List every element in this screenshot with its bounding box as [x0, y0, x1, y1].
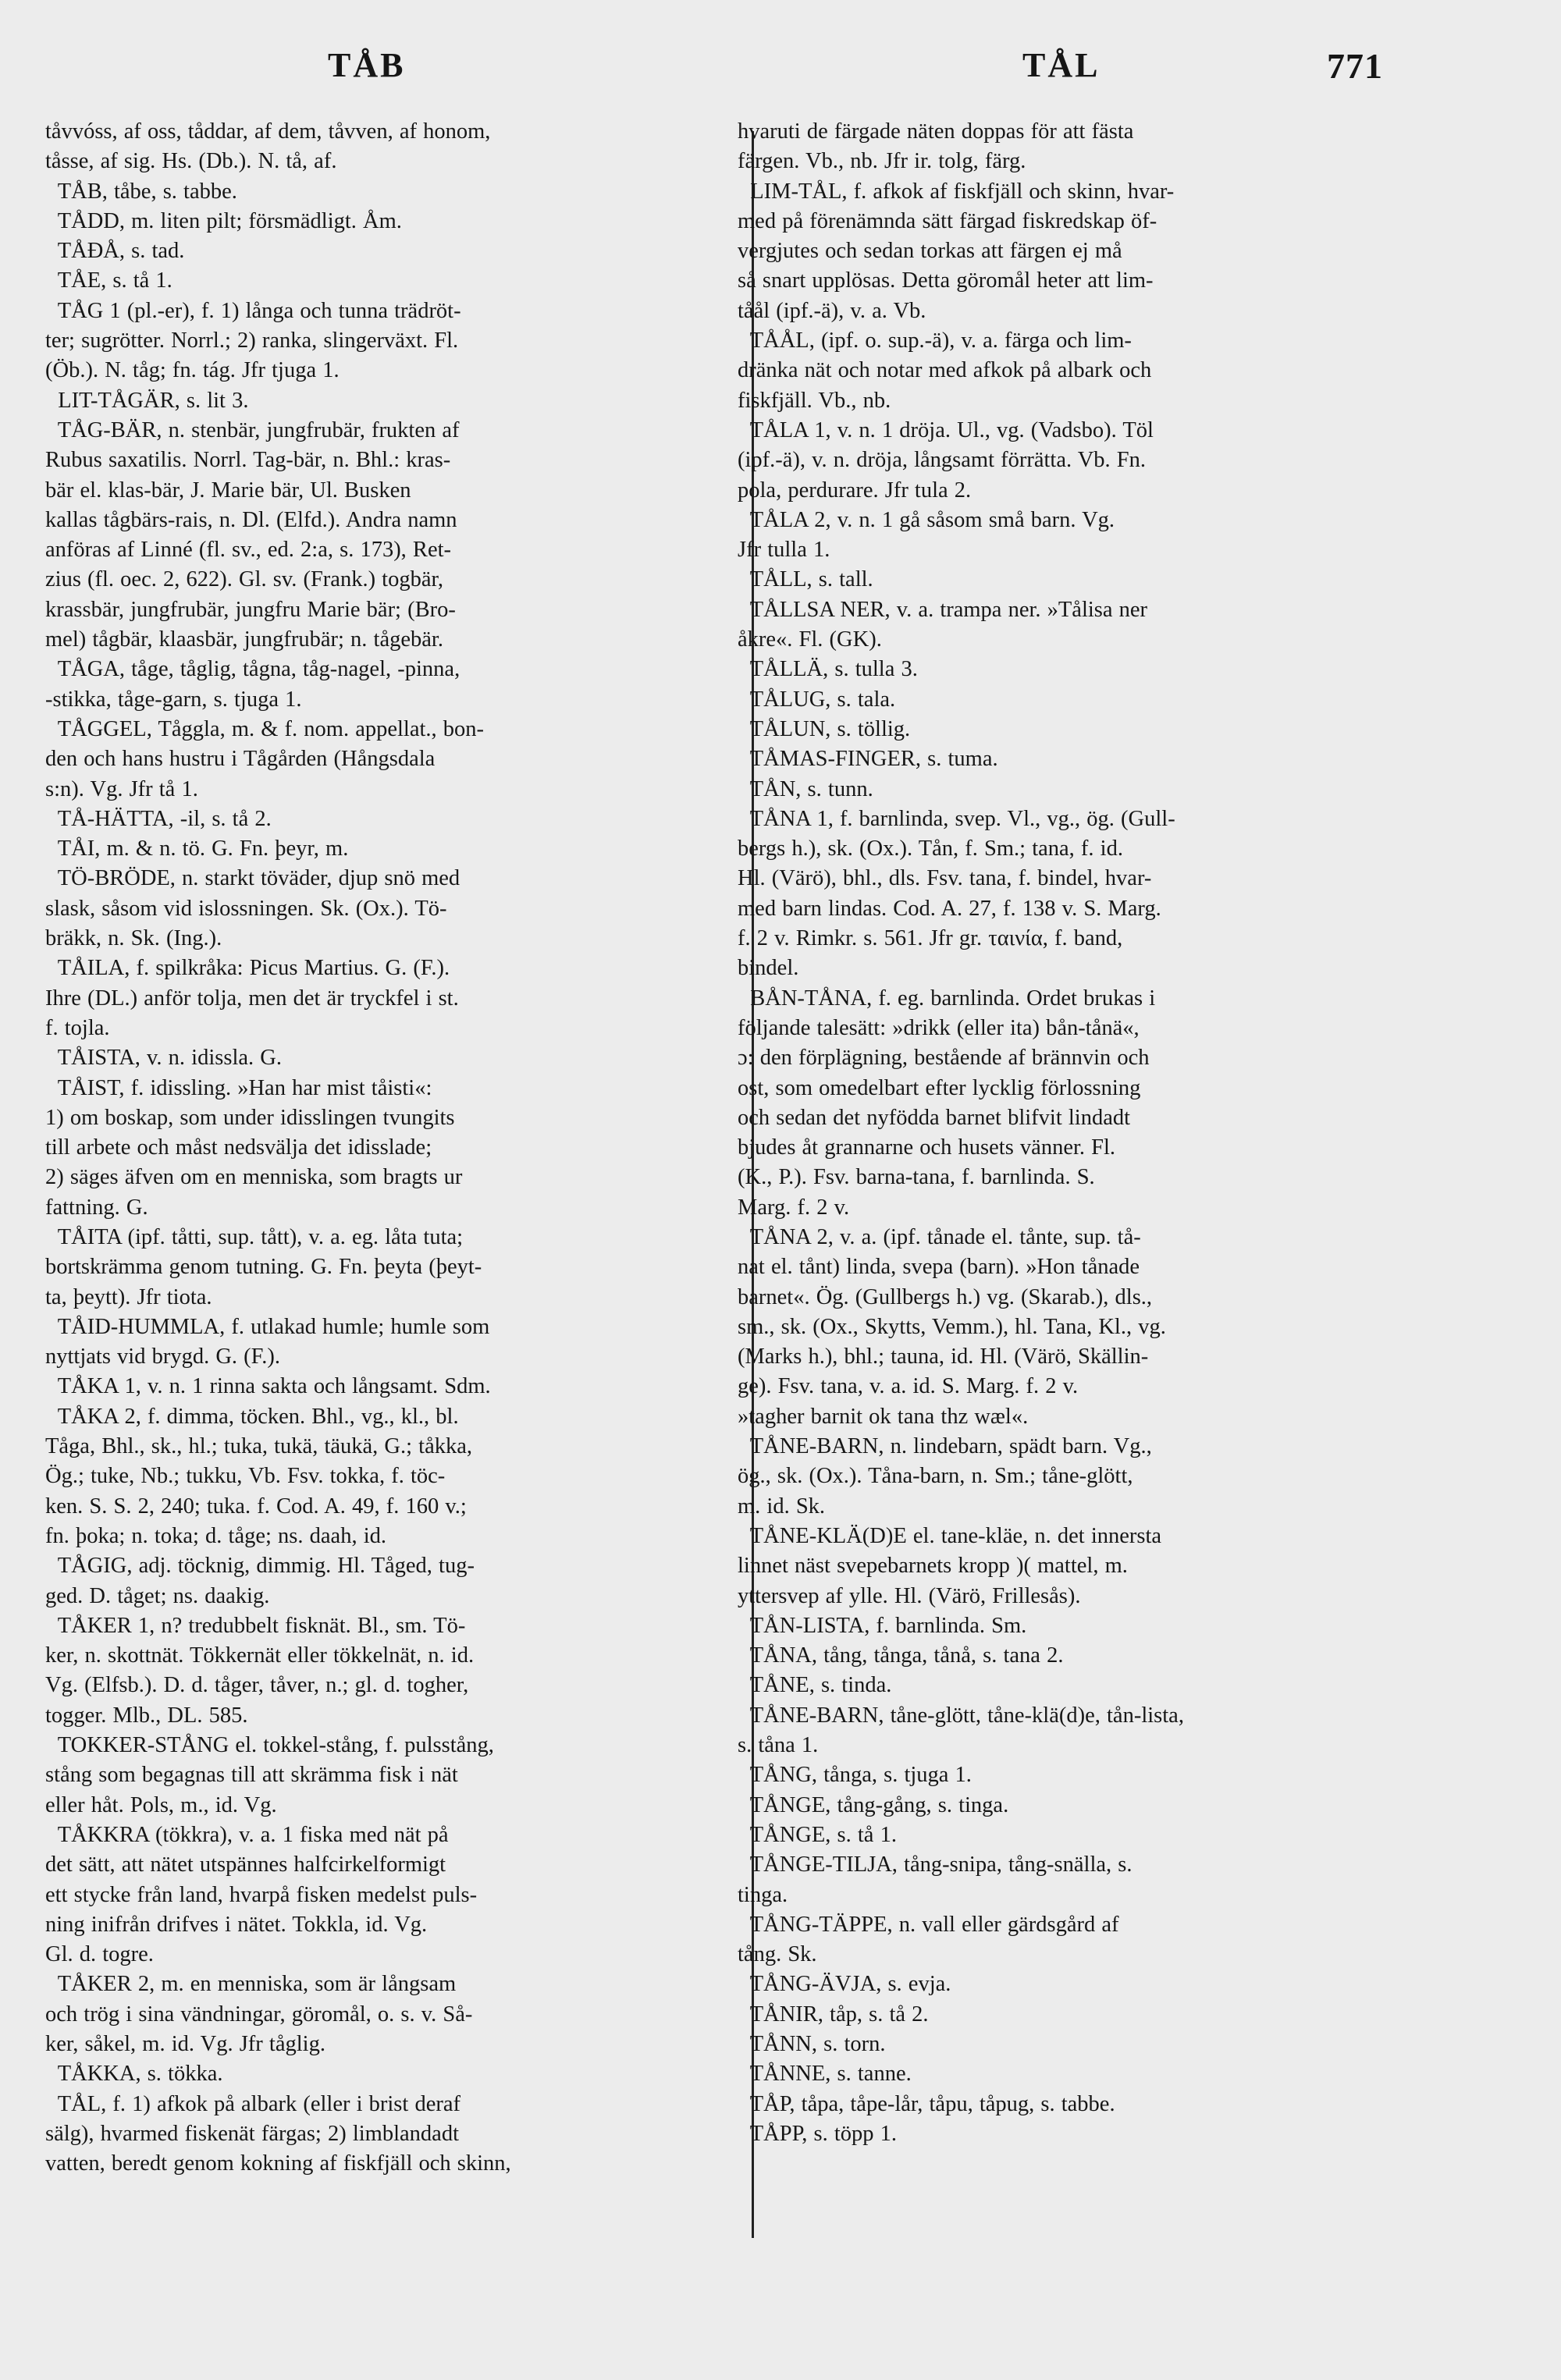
entry-line: tinga. [738, 1882, 788, 1907]
entry-line: TÅNA 2, v. a. (ipf. tånade el. tånte, sup. tå- [738, 1224, 1141, 1249]
entry-line: 1) om boskap, som under idisslingen tvungits [45, 1105, 455, 1130]
right-column [738, 117, 1432, 2149]
entry-line: TÅDD, m. liten pilt; försmädligt. Åm. [45, 208, 402, 233]
entry-line: TÅN, s. tunn. [738, 776, 873, 801]
entry-line: sälg), hvarmed fiskenät färgas; 2) limblandadt [45, 2121, 459, 2146]
entry-line: TÅNE-BARN, tåne-glött, tåne-klä(d)e, tån-lista, [738, 1703, 1184, 1728]
entry-line: TÅB, tåbe, s. tabbe. [45, 179, 237, 204]
entry-line: linnet näst svepebarnets kropp )( mattel, m. [738, 1554, 1128, 1579]
entry-line: tång. Sk. [738, 1942, 817, 1967]
entry-line: ög., sk. (Ox.). Tåna-barn, n. Sm.; tåne-glött, [738, 1464, 1133, 1489]
page-number: 771 [1327, 46, 1383, 86]
running-head-right: TÅL [1022, 46, 1101, 84]
entry-line: »tagher barnit ok tana thz wæl«. [738, 1404, 1029, 1429]
left-column [45, 117, 724, 2179]
entry-line: den och hans hustru i Tågården (Hångsdala [45, 747, 436, 772]
running-head-left: TÅB [328, 46, 406, 84]
entry-line: TÅMAS-FINGER, s. tuma. [738, 747, 998, 772]
entry-line: togger. Mlb., DL. 585. [45, 1703, 248, 1728]
entry-line: pola, perdurare. Jfr tula 2. [738, 478, 972, 503]
entry-line: TÅL, f. 1) afkok på albark (eller i brist deraf [45, 2091, 460, 2116]
entry-line: kallas tågbärs-rais, n. Dl. (Elfd.). Andra namn [45, 507, 457, 532]
entry-line: TÅNE-KLÄ(D)E el. tane-kläe, n. det innersta [738, 1523, 1162, 1548]
entry-line: TÅID-HUMMLA, f. utlakad humle; humle som [45, 1314, 490, 1339]
entry-line: (ipf.-ä), v. n. dröja, långsamt förrätta. Vb. Fn. [738, 448, 1147, 473]
entry-line: (Marks h.), bhl.; tauna, id. Hl. (Värö, Skällin- [738, 1345, 1149, 1369]
entry-line: TÅP, tåpa, tåpe-lår, tåpu, tåpug, s. tabbe. [738, 2091, 1115, 2116]
entry-line: bjudes åt grannarne och husets vänner. Fl. [738, 1135, 1116, 1160]
entry-line: ta, þeytt). Jfr tiota. [45, 1284, 212, 1309]
entry-line: Marg. f. 2 v. [738, 1195, 850, 1220]
entry-line: nat el. tånt) linda, svepa (barn). »Hon tånade [738, 1255, 1140, 1280]
entry-line: TÅLA 2, v. n. 1 gå såsom små barn. Vg. [738, 507, 1115, 532]
entry-line: ker, såkel, m. id. Vg. Jfr tåglig. [45, 2032, 325, 2056]
entry-line: s. tåna 1. [738, 1733, 819, 1758]
entry-line: TÅLLSA NER, v. a. trampa ner. »Tålisa ner [738, 597, 1148, 622]
entry-line: TÅNE-BARN, n. lindebarn, spädt barn. Vg., [738, 1434, 1152, 1459]
entry-line: följande talesätt: »drikk (eller ita) bån-tånä«, [738, 1015, 1140, 1040]
entry-line: eller håt. Pols, m., id. Vg. [45, 1792, 277, 1817]
entry-line: Rubus saxatilis. Norrl. Tag-bär, n. Bhl.: kras- [45, 448, 451, 473]
entry-line: vatten, beredt genom kokning af fiskfjäll och skinn, [45, 2151, 511, 2176]
entry-line: Gl. d. togre. [45, 1942, 154, 1967]
entry-line: åkre«. Fl. (GK). [738, 627, 882, 652]
entry-line: TÅKKA, s. tökka. [45, 2062, 223, 2087]
entry-line: ett stycke från land, hvarpå fisken medelst puls- [45, 1882, 478, 1907]
entry-line: fiskfjäll. Vb., nb. [738, 388, 891, 413]
entry-line: f. 2 v. Rimkr. s. 561. Jfr gr. ταινία, f. band, [738, 926, 1123, 951]
entry-line: TÅPP, s. töpp 1. [738, 2121, 898, 2146]
entry-line: det sätt, att nätet utspännes halfcirkelformigt [45, 1852, 446, 1877]
entry-line: TÅIST, f. idissling. »Han har mist tåisti«: [45, 1075, 432, 1100]
entry-line: zius (fl. oec. 2, 622). Gl. sv. (Frank.) togbär, [45, 567, 443, 592]
entry-line: tåål (ipf.-ä), v. a. Vb. [738, 298, 926, 323]
entry-line: TÅILA, f. spilkråka: Picus Martius. G. (F.). [45, 956, 450, 981]
entry-line: hvaruti de färgade näten doppas för att fästa [738, 119, 1134, 144]
entry-line: TÅNNE, s. tanne. [738, 2062, 912, 2087]
entry-line: TÅNN, s. torn. [738, 2032, 886, 2056]
entry-line: bortskrämma genom tutning. G. Fn. þeyta (þeyt- [45, 1255, 482, 1280]
entry-line: -stikka, tåge-garn, s. tjuga 1. [45, 687, 302, 712]
entry-line: slask, såsom vid islossningen. Sk. (Ox.). Tö- [45, 896, 447, 921]
entry-line: TÅLUN, s. töllig. [738, 716, 911, 741]
entry-line: TÅG 1 (pl.-er), f. 1) långa och tunna trädröt- [45, 298, 461, 323]
entry-line: bräkk, n. Sk. (Ing.). [45, 926, 222, 951]
entry-line: med på förenämnda sätt färgad fiskredskap öf- [738, 208, 1157, 233]
entry-line: sm., sk. (Ox., Skytts, Vemm.), hl. Tana, Kl., vg. [738, 1314, 1166, 1339]
entry-line: TOKKER-STÅNG el. tokkel-stång, f. pulsstång, [45, 1733, 494, 1758]
entry-line: fattning. G. [45, 1195, 148, 1220]
entry-line: TÅLA 1, v. n. 1 dröja. Ul., vg. (Vadsbo). Töl [738, 417, 1154, 442]
entry-line: TÅÅL, (ipf. o. sup.-ä), v. a. färga och lim- [738, 329, 1132, 353]
entry-line: TÅNG, tånga, s. tjuga 1. [738, 1763, 972, 1788]
entry-line: ter; sugrötter. Norrl.; 2) ranka, slingerväxt. Fl. [45, 329, 459, 353]
entry-line: TÅE, s. tå 1. [45, 268, 172, 293]
entry-line: ken. S. S. 2, 240; tuka. f. Cod. A. 49, f. 160 v.; [45, 1494, 467, 1519]
entry-line: f. tojla. [45, 1015, 110, 1040]
entry-line: TÖ-BRÖDE, n. starkt töväder, djup snö med [45, 866, 460, 891]
entry-line: TÅNE, s. tinda. [738, 1673, 892, 1698]
entry-line: (K., P.). Fsv. barna-tana, f. barnlinda. S. [738, 1165, 1095, 1190]
entry-line: BÅN-TÅNA, f. eg. barnlinda. Ordet brukas i [738, 986, 1156, 1011]
entry-line: s:n). Vg. Jfr tå 1. [45, 776, 198, 801]
entry-line: och trög i sina vändningar, göromål, o. s. v. Så- [45, 2002, 473, 2027]
entry-line: tåvvóss, af oss, tåddar, af dem, tåvven, af honom, [45, 119, 491, 144]
entry-line: TÅGIG, adj. töcknig, dimmig. Hl. Tåged, tug- [45, 1554, 475, 1579]
entry-line: LIT-TÅGÄR, s. lit 3. [45, 388, 249, 413]
entry-line: vergjutes och sedan torkas att färgen ej må [738, 239, 1122, 264]
entry-line: tåsse, af sig. Hs. (Db.). N. tå, af. [45, 149, 337, 174]
entry-line: Ihre (DL.) anför tolja, men det är tryckfel i st. [45, 986, 459, 1011]
entry-line: ost, som omedelbart efter lycklig förlossning [738, 1075, 1141, 1100]
entry-line: nyttjats vid brygd. G. (F.). [45, 1345, 280, 1369]
entry-line: TÅKA 1, v. n. 1 rinna sakta och långsamt. Sdm. [45, 1374, 491, 1399]
entry-line: TÅKER 2, m. en menniska, som är långsam [45, 1972, 457, 1997]
entry-line: fn. þoka; n. toka; d. tåge; ns. daah, id. [45, 1523, 386, 1548]
entry-line: mel) tågbär, klaasbär, jungfrubär; n. tågebär. [45, 627, 443, 652]
entry-line: Ög.; tuke, Nb.; tukku, Vb. Fsv. tokka, f. töc- [45, 1464, 446, 1489]
entry-line: bär el. klas-bär, J. Marie bär, Ul. Busken [45, 478, 411, 503]
entry-line: TÅGGEL, Tåggla, m. & f. nom. appellat., bon- [45, 716, 485, 741]
entry-line: TÅLUG, s. tala. [738, 687, 896, 712]
entry-line: bergs h.), sk. (Ox.). Tån, f. Sm.; tana, f. id. [738, 837, 1123, 861]
entry-line: ker, n. skottnät. Tökkernät eller tökkelnät, n. id. [45, 1643, 475, 1668]
entry-line: TÅNGE-TILJA, tång-snipa, tång-snälla, s. [738, 1852, 1133, 1877]
entry-line: TÅ-HÄTTA, -il, s. tå 2. [45, 806, 272, 831]
entry-line: TÅKA 2, f. dimma, töcken. Bhl., vg., kl., bl. [45, 1404, 459, 1429]
entry-line: ged. D. tåget; ns. daakig. [45, 1583, 270, 1608]
entry-line: med barn lindas. Cod. A. 27, f. 138 v. S. Marg. [738, 896, 1161, 921]
entry-line: TÅKKRA (tökkra), v. a. 1 fiska med nät på [45, 1822, 449, 1847]
entry-line: dränka nät och notar med afkok på albark och [738, 358, 1152, 383]
entry-line: till arbete och måst nedsvälja det idisslade; [45, 1135, 432, 1160]
entry-line: anföras af Linné (fl. sv., ed. 2:a, s. 173), Ret- [45, 538, 451, 563]
entry-line: yttersvep af ylle. Hl. (Värö, Frillesås). [738, 1583, 1081, 1608]
entry-line: TÅNGE, tång-gång, s. tinga. [738, 1792, 1009, 1817]
entry-line: TÅNIR, tåp, s. tå 2. [738, 2002, 929, 2027]
entry-line: TÅNA, tång, tånga, tånå, s. tana 2. [738, 1643, 1064, 1668]
entry-line: TÅITA (ipf. tåtti, sup. tått), v. a. eg. låta tuta; [45, 1224, 464, 1249]
entry-line: TÅÐÅ, s. tad. [45, 239, 185, 264]
entry-line: TÅGA, tåge, tåglig, tågna, tåg-nagel, -pinna, [45, 657, 460, 682]
entry-line: färgen. Vb., nb. Jfr ir. tolg, färg. [738, 149, 1026, 174]
entry-line: ning inifrån drifves i nätet. Tokkla, id. Vg. [45, 1912, 428, 1937]
entry-line: TÅNA 1, f. barnlinda, svep. Vl., vg., ög. (Gull- [738, 806, 1175, 831]
entry-line: och sedan det nyfödda barnet blifvit lindadt [738, 1105, 1131, 1130]
entry-line: TÅN-LISTA, f. barnlinda. Sm. [738, 1613, 1027, 1638]
entry-line: TÅNGE, s. tå 1. [738, 1822, 897, 1847]
entry-line: 2) säges äfven om en menniska, som bragts ur [45, 1165, 463, 1190]
entry-line: bindel. [738, 956, 799, 981]
entry-line: TÅISTA, v. n. idissla. G. [45, 1046, 282, 1071]
entry-line: m. id. Sk. [738, 1494, 826, 1519]
entry-line: LIM-TÅL, f. afkok af fiskfjäll och skinn, hvar- [738, 179, 1175, 204]
entry-line: Jfr tulla 1. [738, 538, 830, 563]
entry-line: TÅI, m. & n. tö. G. Fn. þeyr, m. [45, 837, 349, 861]
entry-line: TÅLL, s. tall. [738, 567, 873, 592]
entry-line: TÅKER 1, n? tredubbelt fisknät. Bl., sm. Tö- [45, 1613, 466, 1638]
entry-line: (Öb.). N. tåg; fn. tág. Jfr tjuga 1. [45, 358, 340, 383]
entry-line: Vg. (Elfsb.). D. d. tåger, tåver, n.; gl. d. togher, [45, 1673, 469, 1698]
entry-line: ge). Fsv. tana, v. a. id. S. Marg. f. 2 v. [738, 1374, 1079, 1399]
entry-line: TÅG-BÄR, n. stenbär, jungfrubär, frukten af [45, 417, 460, 442]
entry-line: Hl. (Värö), bhl., dls. Fsv. tana, f. bindel, hvar- [738, 866, 1152, 891]
entry-line: stång som begagnas till att skrämma fisk i nät [45, 1763, 458, 1788]
entry-line: så snart upplösas. Detta göromål heter att lim- [738, 268, 1154, 293]
entry-line: Tåga, Bhl., sk., hl.; tuka, tukä, täukä, G.; tåkka, [45, 1434, 473, 1459]
entry-line: TÅNG-TÄPPE, n. vall eller gärdsgård af [738, 1912, 1119, 1937]
entry-line: barnet«. Ög. (Gullbergs h.) vg. (Skarab.), dls., [738, 1284, 1153, 1309]
entry-line: ɔ: den förplägning, bestående af brännvin och [738, 1046, 1150, 1071]
entry-line: TÅLLÄ, s. tulla 3. [738, 657, 918, 682]
entry-line: krassbär, jungfrubär, jungfru Marie bär; (Bro- [45, 597, 456, 622]
entry-line: TÅNG-ÄVJA, s. evja. [738, 1972, 951, 1997]
